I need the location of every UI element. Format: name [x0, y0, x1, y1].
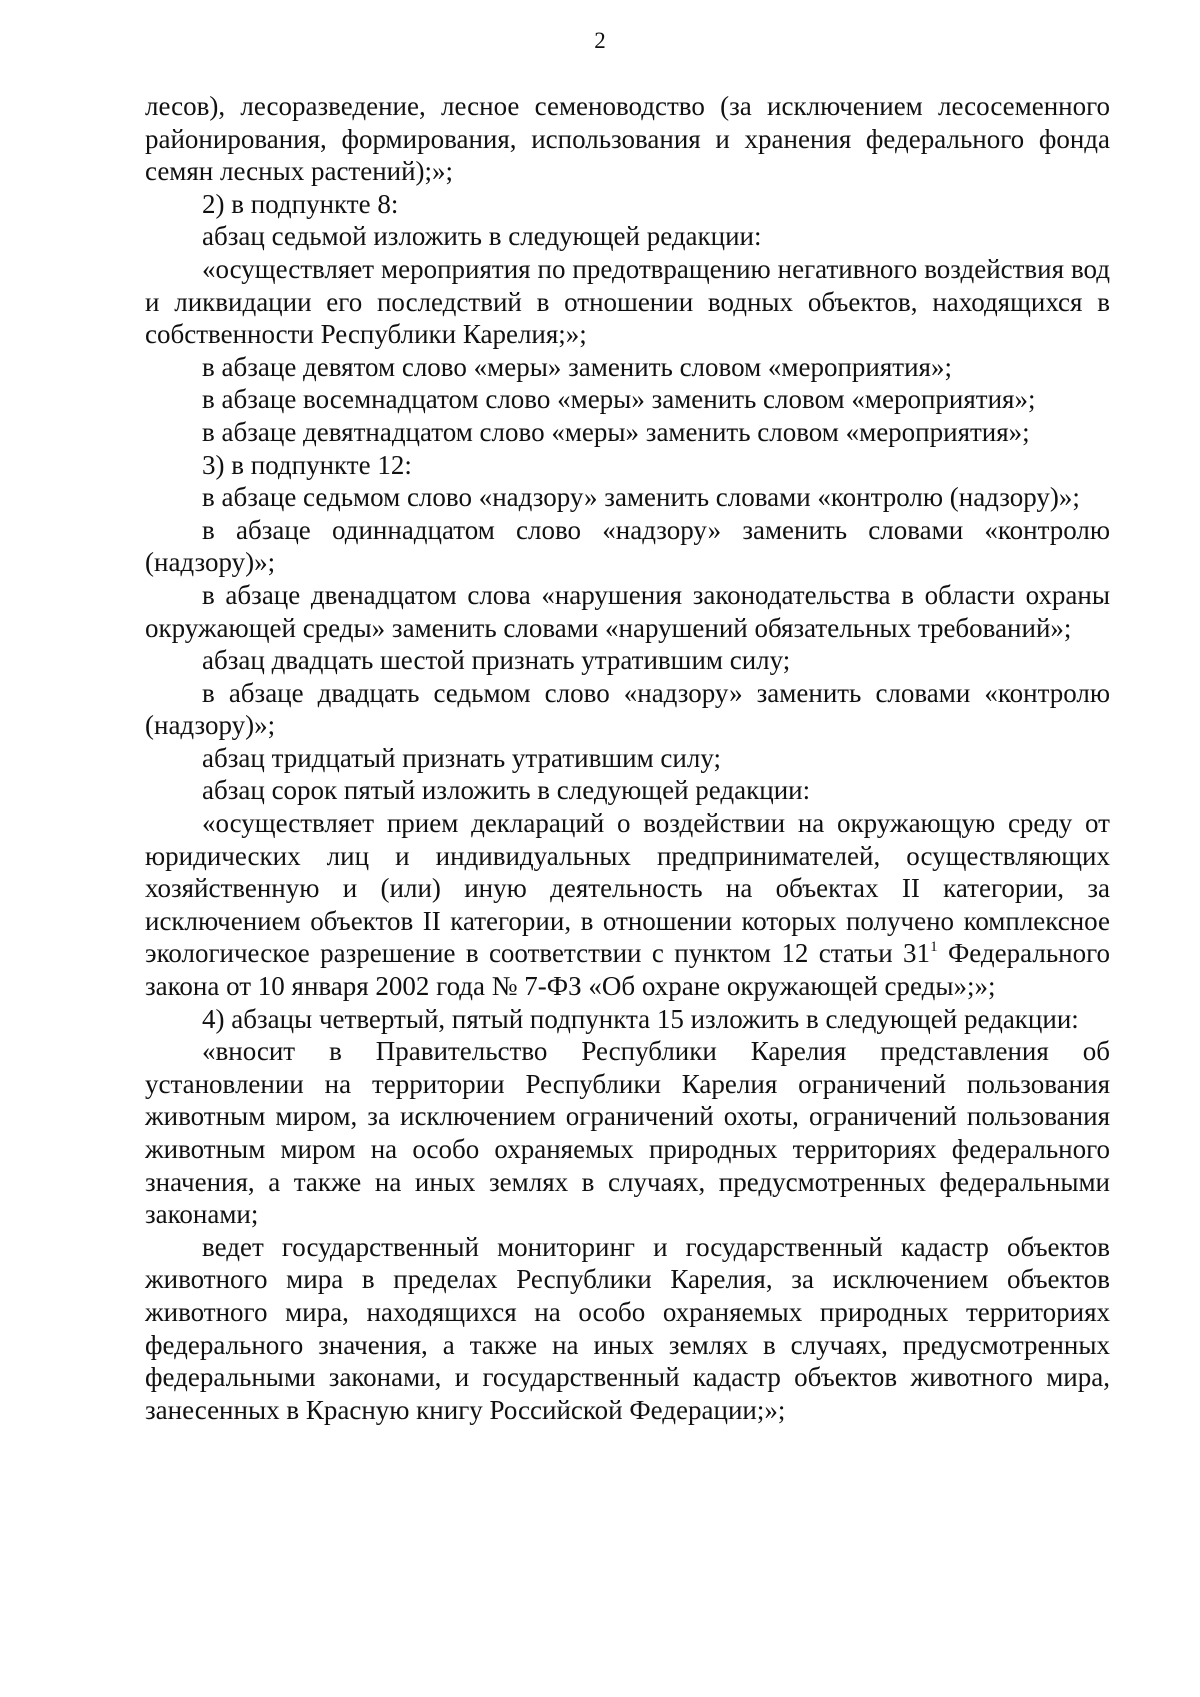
paragraph: ведет государственный мониторинг и государственный кадастр объектов животного мира в пределах Республики Карелия, за исключением объектов животного мира, находящихся на особо охраняемых природных территориях федерального значения, а также на иных землях в случаях, предусмотренных федеральными законами, и государственный кадастр объектов животного мира, занесенных в Красную книгу Российской Федерации;»; — [145, 1231, 1110, 1425]
paragraph: «осуществляет мероприятия по предотвращению негативного воздействия вод и ликвидации его последствий в отношении водных объектов, находящихся в собственности Республики Карелия;»; — [145, 253, 1110, 350]
paragraph: в абзаце двенадцатом слова «нарушения законодательства в области охраны окружающей среды» заменить словами «нарушений обязательных требований»; — [145, 579, 1110, 643]
paragraph: в абзаце двадцать седьмом слово «надзору» заменить словами «контролю (надзору)»; — [145, 677, 1110, 741]
paragraph: абзац тридцатый признать утратившим силу; — [202, 742, 721, 773]
paragraph: 2) в подпункте 8: — [202, 188, 399, 219]
document-body — [145, 90, 1110, 1426]
paragraph-text-before-superscript: «осуществляет прием деклараций о воздействии на окружающую среду от юридических лиц и индивидуальных предпринимателей, осуществляющих хозяйственную и (или) иную деятельность на объектах II категории, за исключением объектов II категории, в отношении которых получено комплексное экологическое разрешение в соответствии с пунктом 12 статьи 31 — [145, 808, 1110, 969]
page-number: 2 — [594, 28, 606, 53]
paragraph: абзац седьмой изложить в следующей редакции: — [202, 221, 762, 252]
paragraph: в абзаце одиннадцатом слово «надзору» заменить словами «контролю (надзору)»; — [145, 514, 1110, 578]
paragraph: в абзаце седьмом слово «надзору» заменить словами «контролю (надзору)»; — [202, 482, 1080, 513]
paragraph: 3) в подпункте 12: — [202, 449, 412, 480]
paragraph-with-superscript — [145, 807, 1110, 1003]
paragraph: лесов), лесоразведение, лесное семеноводство (за исключением лесосеменного районирования, формирования, использования и хранения федерального фонда семян лесных растений);»; — [145, 91, 1110, 187]
paragraph: 4) абзацы четвертый, пятый подпункта 15 изложить в следующей редакции: — [202, 1003, 1079, 1034]
paragraph-text-after-superscript: Федерального закона от 10 января 2002 года № 7-ФЗ «Об охране окружающей среды»;»; — [145, 938, 1110, 1002]
paragraph: абзац сорок пятый изложить в следующей редакции: — [202, 775, 811, 806]
paragraph: в абзаце девятом слово «меры» заменить словом «мероприятия»; — [202, 351, 952, 382]
superscript-marker: 1 — [930, 939, 938, 956]
paragraph: в абзаце восемнадцатом слово «меры» заменить словом «мероприятия»; — [202, 384, 1036, 415]
paragraph: абзац двадцать шестой признать утратившим силу; — [202, 645, 791, 676]
paragraph: в абзаце девятнадцатом слово «меры» заменить словом «мероприятия»; — [202, 416, 1030, 447]
paragraph: «вносит в Правительство Республики Карелия представления об установлении на территории Республики Карелия ограничений пользования животным миром, за исключением ограничений охоты, ограничений пользования животным миром на особо охраняемых природных территориях федерального значения, а также на иных землях в случаях, предусмотренных федеральными законами; — [145, 1036, 1110, 1230]
